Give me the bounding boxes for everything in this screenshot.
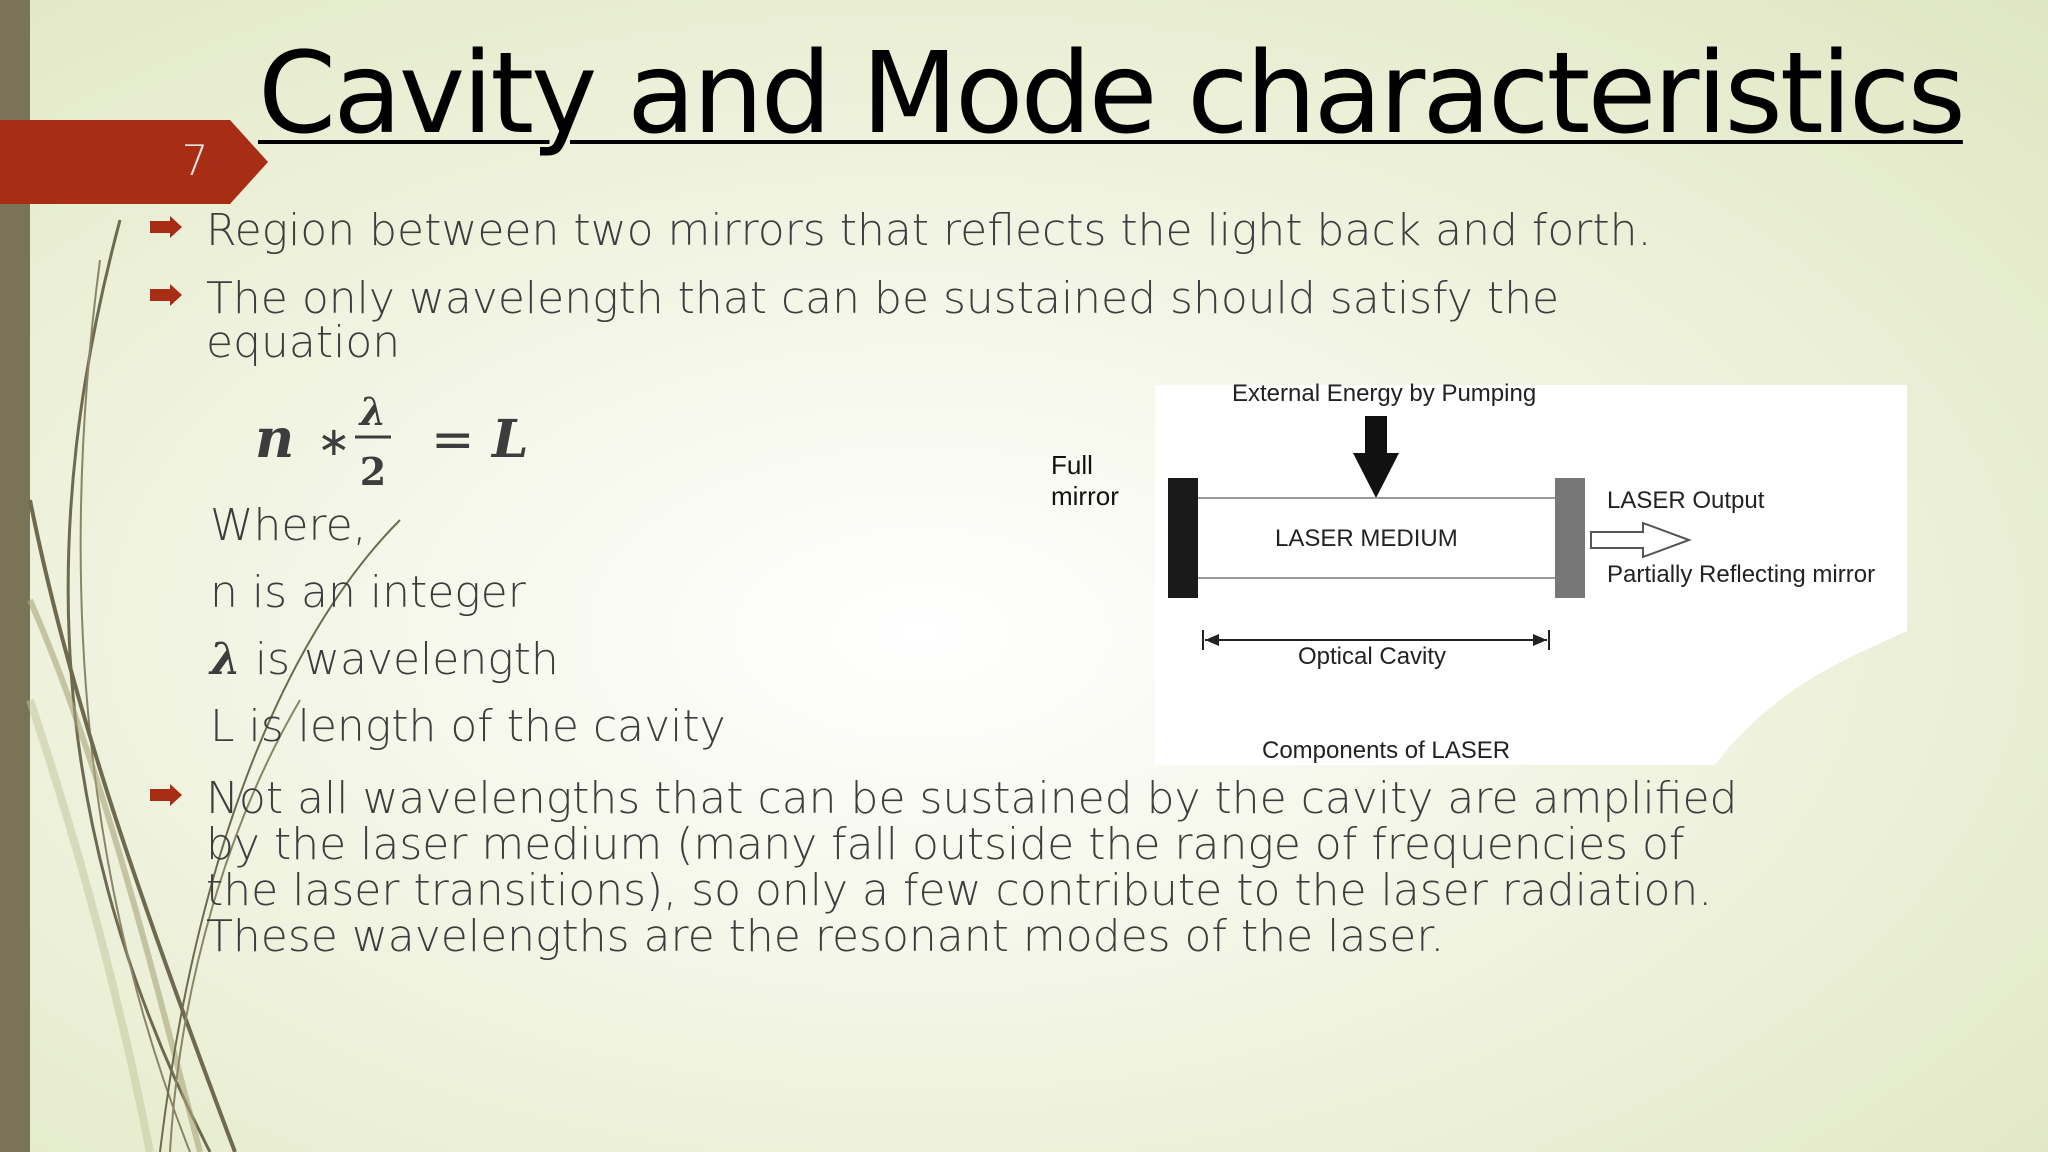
slide-title: Cavity and Mode characteristics bbox=[258, 29, 1963, 159]
full-mirror-label bbox=[1051, 450, 1119, 512]
partial-mirror-block bbox=[1555, 478, 1585, 598]
bullet-text-3-line-4: These wavelengths are the resonant modes of the laser. bbox=[206, 911, 1445, 962]
lambda-definition-text: is wavelength bbox=[254, 634, 559, 685]
definition-lambda bbox=[210, 634, 559, 685]
bullet-text-3-line-3: the laser transitions), so only a few contribute to the laser radiation. bbox=[206, 865, 1713, 916]
full-mirror-label-line-2: mirror bbox=[1051, 481, 1119, 511]
hollow-right-arrow-icon bbox=[1591, 523, 1689, 557]
bullet-text-3-line-2: by the laser medium (many fall outside the range of frequencies of bbox=[206, 819, 1685, 870]
diagram-caption: Components of LASER bbox=[1262, 737, 1511, 764]
right-arrow-bullet-icon bbox=[150, 784, 182, 806]
full-mirror-label-line-1: Full bbox=[1051, 450, 1093, 480]
full-mirror-block bbox=[1168, 478, 1198, 598]
formula-n: n bbox=[255, 406, 295, 470]
formula-lambda: λ bbox=[359, 389, 387, 434]
formula-times: ∗ bbox=[317, 419, 351, 465]
formula-two: 2 bbox=[359, 449, 387, 494]
down-arrow-icon bbox=[1353, 453, 1399, 498]
external-energy-label: External Energy by Pumping bbox=[1232, 380, 1537, 407]
bullet-text-1: Region between two mirrors that reflects the light back and forth. bbox=[206, 205, 1652, 256]
where-label: Where, bbox=[210, 500, 367, 551]
definition-n: n is an integer bbox=[210, 567, 526, 618]
optical-cavity-label: Optical Cavity bbox=[1298, 643, 1447, 670]
formula-equals: = bbox=[431, 410, 475, 470]
laser-medium-label: LASER MEDIUM bbox=[1275, 525, 1458, 552]
laser-output-label: LASER Output bbox=[1607, 487, 1765, 514]
slide-number: 7 bbox=[181, 136, 209, 185]
right-arrow-bullet-icon bbox=[150, 284, 182, 306]
right-arrow-bullet-icon bbox=[150, 216, 182, 238]
partially-reflecting-mirror-label: Partially Reflecting mirror bbox=[1607, 561, 1876, 588]
bullet-text-2-line-1: The only wavelength that can be sustained should satisfy the bbox=[206, 273, 1560, 324]
bullet-text-3-line-1: Not all wavelengths that can be sustained by the cavity are amplified bbox=[206, 773, 1738, 824]
slide-number-tab bbox=[0, 120, 268, 204]
formula-L: L bbox=[492, 409, 529, 470]
cavity-formula bbox=[255, 385, 545, 495]
definition-L: L is length of the cavity bbox=[210, 701, 726, 752]
lambda-symbol: λ bbox=[210, 634, 241, 685]
bullet-text-2-line-2: equation bbox=[206, 317, 401, 368]
